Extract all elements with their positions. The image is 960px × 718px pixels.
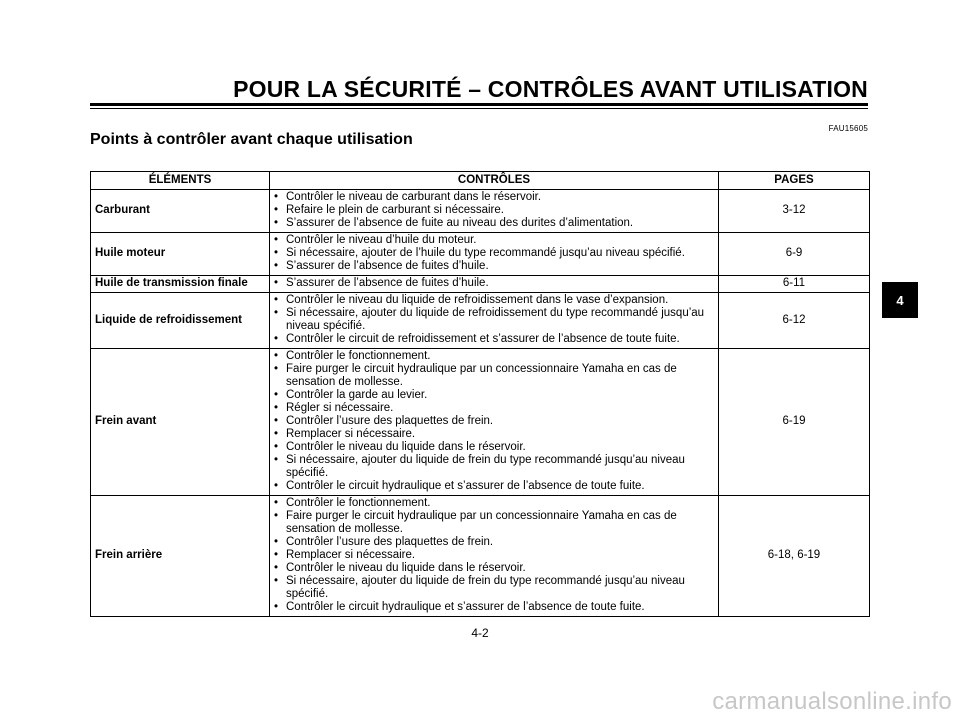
bullet-icon: • [274, 549, 279, 561]
pages-cell: 6-18, 6-19 [719, 496, 870, 617]
column-header-checks: CONTRÔLES [270, 172, 719, 190]
checks-cell [270, 293, 719, 349]
header-rule-thick [90, 103, 868, 106]
check-line [274, 536, 714, 549]
item-name: Huile de transmission finale [91, 276, 270, 293]
check-line [274, 277, 714, 290]
check-text: Refaire le plein de carburant si nécessaire. [286, 204, 504, 216]
check-text: Contrôler le niveau du liquide dans le réservoir. [286, 562, 526, 574]
table-body [91, 190, 870, 617]
bullet-icon: • [274, 217, 279, 229]
check-line [274, 562, 714, 575]
item-name: Frein arrière [91, 496, 270, 617]
page-header-title: POUR LA SÉCURITÉ – CONTRÔLES AVANT UTILISATION [233, 76, 868, 102]
check-text: Contrôler le niveau du liquide de refroidissement dans le vase d’expansion. [286, 294, 669, 306]
table-header-row [91, 172, 870, 190]
check-line [274, 350, 714, 363]
bullet-icon: • [274, 480, 279, 492]
check-line [274, 415, 714, 428]
check-line [274, 234, 714, 247]
check-line [274, 454, 714, 480]
check-text: Si nécessaire, ajouter du liquide de frein du type recommandé jusqu’au niveau spécifié. [286, 454, 685, 479]
check-text: Contrôler le niveau d’huile du moteur. [286, 234, 477, 246]
bullet-icon: • [274, 415, 279, 427]
section-title: Points à contrôler avant chaque utilisation [90, 131, 413, 148]
check-text: Contrôler le fonctionnement. [286, 350, 431, 362]
check-text: S’assurer de l’absence de fuite au niveau des durites d’alimentation. [286, 217, 634, 229]
pages-cell: 6-11 [719, 276, 870, 293]
check-text: Régler si nécessaire. [286, 402, 394, 414]
table-row [91, 276, 870, 293]
check-text: S’assurer de l’absence de fuites d’huile. [286, 260, 489, 272]
table-row [91, 293, 870, 349]
check-text: Contrôler l’usure des plaquettes de frein. [286, 415, 494, 427]
bullet-icon: • [274, 510, 279, 522]
bullet-icon: • [274, 562, 279, 574]
table-row [91, 190, 870, 233]
check-line [274, 247, 714, 260]
check-text: Contrôler le circuit hydraulique et s’assurer de l’absence de toute fuite. [286, 601, 645, 613]
check-text: Si nécessaire, ajouter du liquide de refroidissement du type recommandé jusqu’au niveau spécifié. [286, 307, 705, 332]
checks-cell [270, 190, 719, 233]
bullet-icon: • [274, 601, 279, 613]
check-text: Contrôler le niveau du liquide dans le réservoir. [286, 441, 526, 453]
item-name: Liquide de refroidissement [91, 293, 270, 349]
check-line [274, 428, 714, 441]
document-code: FAU15605 [828, 124, 868, 133]
check-line [274, 601, 714, 614]
check-line [274, 363, 714, 389]
check-line [274, 294, 714, 307]
bullet-icon: • [274, 350, 279, 362]
bullet-icon: • [274, 454, 279, 466]
check-text: Contrôler le niveau de carburant dans le réservoir. [286, 191, 542, 203]
bullet-icon: • [274, 204, 279, 216]
bullet-icon: • [274, 294, 279, 306]
check-line [274, 575, 714, 601]
bullet-icon: • [274, 441, 279, 453]
check-line [274, 549, 714, 562]
bullet-icon: • [274, 497, 279, 509]
pages-cell: 6-12 [719, 293, 870, 349]
checks-cell [270, 496, 719, 617]
check-text: Remplacer si nécessaire. [286, 428, 416, 440]
check-text: Faire purger le circuit hydraulique par un concessionnaire Yamaha en cas de sensation de mollesse. [286, 363, 677, 388]
pages-cell: 6-9 [719, 233, 870, 276]
watermark-text: carmanualsonline.info [712, 688, 952, 715]
table-row [91, 349, 870, 496]
bullet-icon: • [274, 402, 279, 414]
check-text: Si nécessaire, ajouter du liquide de frein du type recommandé jusqu’au niveau spécifié. [286, 575, 685, 600]
check-line [274, 402, 714, 415]
bullet-icon: • [274, 536, 279, 548]
bullet-icon: • [274, 575, 279, 587]
check-text: Contrôler le circuit de refroidissement et s’assurer de l’absence de toute fuite. [286, 333, 680, 345]
check-text: Contrôler la garde au levier. [286, 389, 428, 401]
item-name: Carburant [91, 190, 270, 233]
check-text: Si nécessaire, ajouter de l’huile du type recommandé jusqu’au niveau spécifié. [286, 247, 685, 259]
bullet-icon: • [274, 247, 279, 259]
pages-cell: 6-19 [719, 349, 870, 496]
bullet-icon: • [274, 277, 279, 289]
check-line [274, 510, 714, 536]
check-line [274, 191, 714, 204]
bullet-icon: • [274, 191, 279, 203]
checks-cell [270, 276, 719, 293]
check-text: Contrôler le circuit hydraulique et s’assurer de l’absence de toute fuite. [286, 480, 645, 492]
check-line [274, 217, 714, 230]
check-text: Faire purger le circuit hydraulique par un concessionnaire Yamaha en cas de sensation de mollesse. [286, 510, 677, 535]
column-header-items: ÉLÉMENTS [91, 172, 270, 190]
checks-cell [270, 349, 719, 496]
bullet-icon: • [274, 333, 279, 345]
check-line [274, 307, 714, 333]
check-text: S’assurer de l’absence de fuites d’huile. [286, 277, 489, 289]
bullet-icon: • [274, 389, 279, 401]
check-line [274, 204, 714, 217]
checks-cell [270, 233, 719, 276]
item-name: Frein avant [91, 349, 270, 496]
bullet-icon: • [274, 307, 279, 319]
bullet-icon: • [274, 234, 279, 246]
chapter-tab: 4 [882, 282, 918, 318]
check-line [274, 260, 714, 273]
table-row [91, 496, 870, 617]
check-line [274, 389, 714, 402]
check-text: Contrôler le fonctionnement. [286, 497, 431, 509]
bullet-icon: • [274, 260, 279, 272]
header-rule-thin [90, 108, 868, 109]
column-header-pages: PAGES [719, 172, 870, 190]
check-line [274, 480, 714, 493]
table-row [91, 233, 870, 276]
check-line [274, 497, 714, 510]
pre-ride-checklist-table [90, 171, 870, 617]
pages-cell: 3-12 [719, 190, 870, 233]
bullet-icon: • [274, 363, 279, 375]
bullet-icon: • [274, 428, 279, 440]
page-number: 4-2 [471, 626, 489, 640]
check-line [274, 333, 714, 346]
check-text: Remplacer si nécessaire. [286, 549, 416, 561]
item-name: Huile moteur [91, 233, 270, 276]
check-text: Contrôler l’usure des plaquettes de frein. [286, 536, 494, 548]
check-line [274, 441, 714, 454]
